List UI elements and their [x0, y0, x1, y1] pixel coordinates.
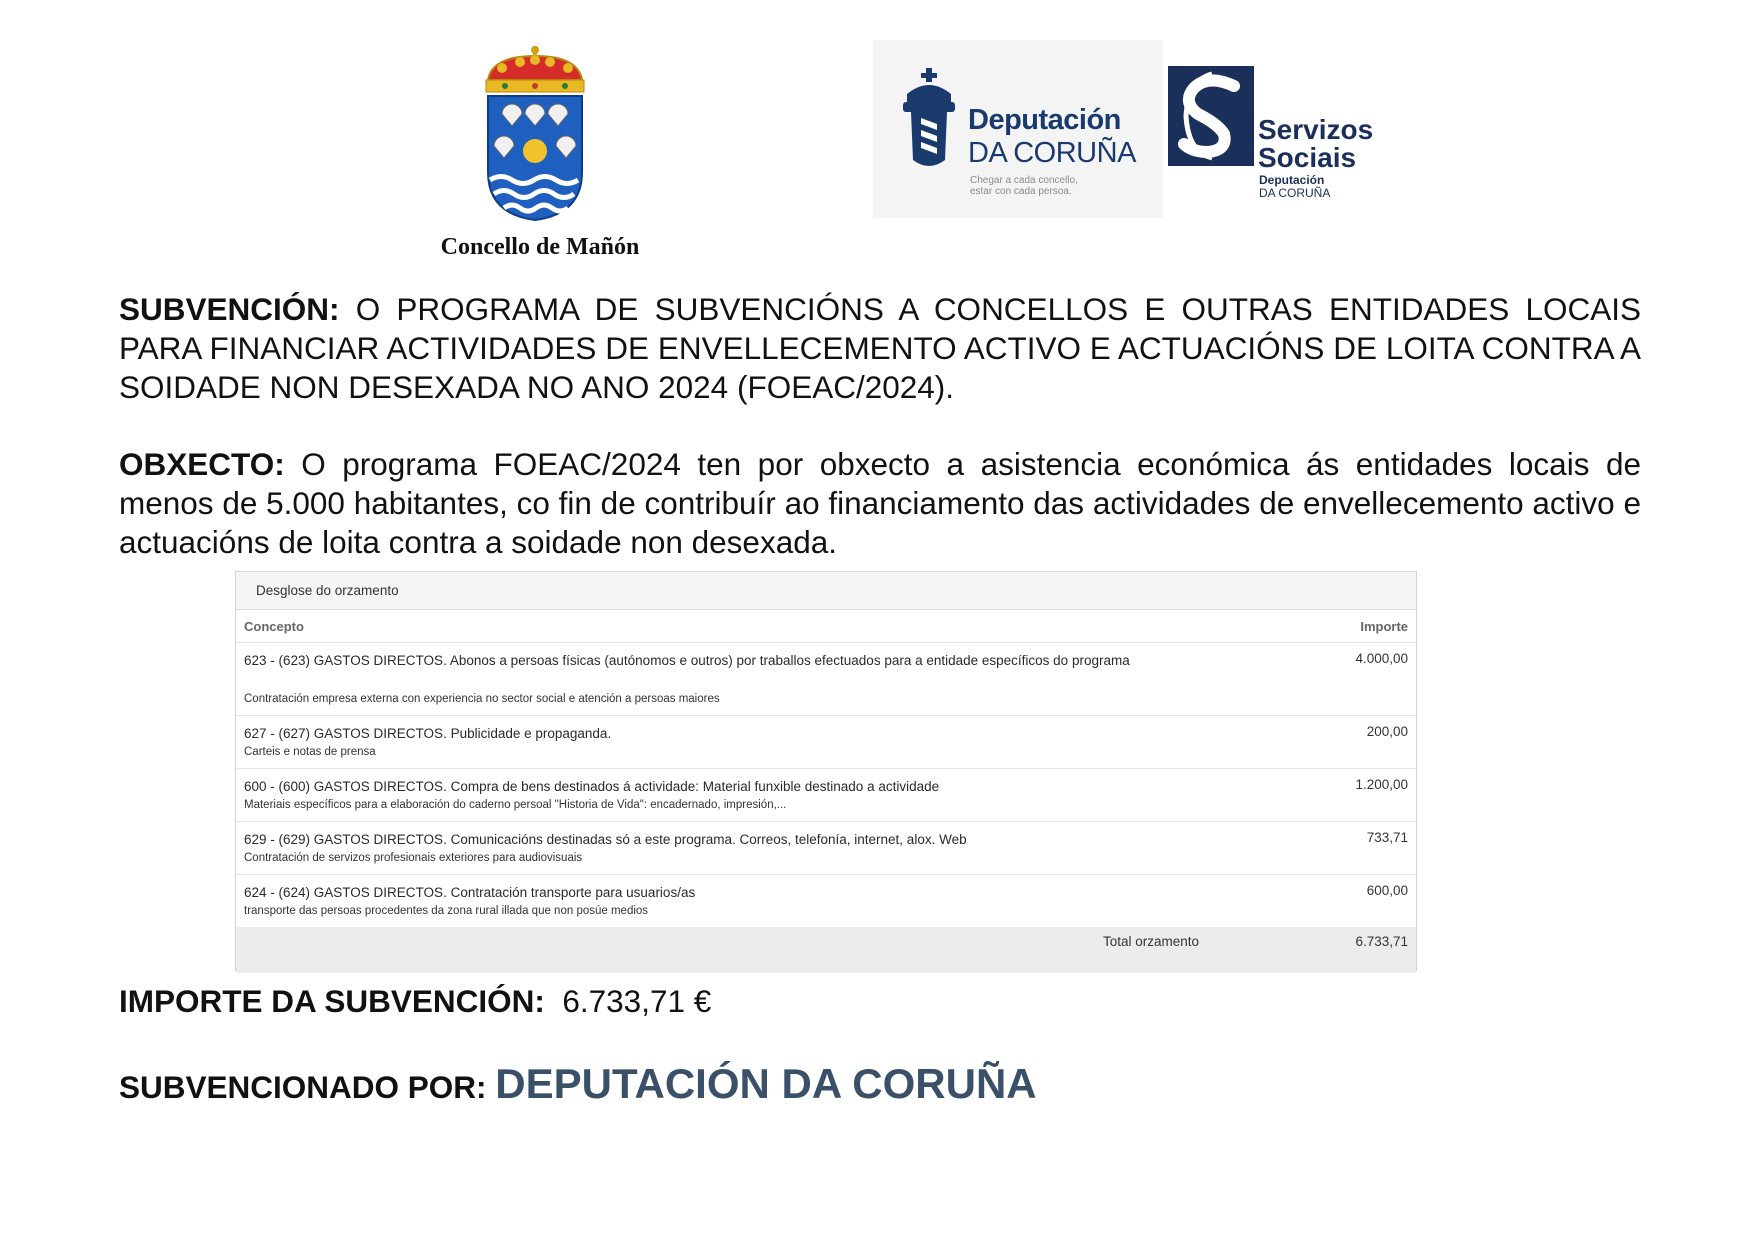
budget-row-amount: 600,00	[1366, 883, 1408, 898]
municipality-name: Concello de Mañón	[440, 234, 640, 260]
importe-value: 6.733,71 €	[562, 983, 712, 1019]
budget-row-detail: transporte das persoas procedentes da zona rural illada que non posúe medios	[244, 905, 649, 917]
budget-row	[236, 716, 1416, 769]
servizos-sociais-logo-icon	[1168, 66, 1254, 166]
budget-row-detail: Carteis e notas de prensa	[244, 746, 376, 758]
subvencion-text: O PROGRAMA DE SUBVENCIÓNS A CONCELLOS E OUTRAS ENTIDADES LOCAIS PARA FINANCIAR ACTIVIDADES DE ENVELLECEMENTO ACTIVO E ACTUACIÓNS DE LOITA CONTRA A SOIDADE NON DESEXADA NO ANO 2024 (FOEAC/2024).	[119, 291, 1641, 405]
budget-row-detail: Contratación empresa externa con experiencia no sector social e atención a persoas maiores	[244, 693, 720, 705]
budget-row	[236, 643, 1416, 716]
column-header-concept: Concepto	[244, 619, 304, 634]
deputacion-title: Deputación	[968, 104, 1121, 136]
budget-row-detail: Materiais específicos para a elaboración do caderno persoal "Historia de Vida": encadernado, impresión,...	[244, 799, 787, 811]
deputacion-subtitle: DA CORUÑA	[968, 137, 1136, 169]
budget-row-concept: 629 - (629) GASTOS DIRECTOS. Comunicacións destinadas só a este programa. Correos, telefonía, internet, alox. Web	[244, 832, 967, 847]
subvencionado-line	[119, 1060, 1037, 1108]
servizos-sociais-title	[1258, 116, 1373, 172]
budget-total-row	[236, 927, 1416, 973]
obxecto-label: OBXECTO:	[119, 446, 285, 482]
deputacion-tagline-1: Chegar a cada concello,	[970, 175, 1078, 186]
servizos-dep-line-2: DA CORUÑA	[1259, 186, 1331, 200]
budget-total-value: 6.733,71	[1355, 934, 1408, 949]
budget-row	[236, 769, 1416, 822]
budget-row-amount: 200,00	[1366, 724, 1408, 739]
servizos-line-2: Sociais	[1258, 142, 1357, 173]
subvencionado-org: DEPUTACIÓN DA CORUÑA	[495, 1060, 1037, 1107]
budget-row-detail: Contratación de servizos profesionais exteriores para audiovisuais	[244, 852, 583, 864]
budget-title: Desglose do orzamento	[236, 572, 1416, 610]
budget-row-amount: 4.000,00	[1355, 651, 1408, 666]
subvencionado-label: SUBVENCIONADO POR:	[119, 1069, 487, 1105]
budget-total-label: Total orzamento	[1103, 934, 1200, 949]
column-header-amount: Importe	[1360, 619, 1408, 634]
obxecto-paragraph	[119, 445, 1641, 562]
subvencion-label: SUBVENCIÓN:	[119, 291, 340, 327]
budget-row-amount: 1.200,00	[1355, 777, 1408, 792]
budget-row	[236, 822, 1416, 875]
budget-breakdown-panel	[235, 571, 1417, 971]
budget-row-concept: 627 - (627) GASTOS DIRECTOS. Publicidade e propaganda.	[244, 726, 612, 741]
deputacion-tagline-2: estar con cada persoa.	[970, 186, 1072, 197]
coat-of-arms-icon	[480, 42, 590, 224]
obxecto-text: O programa FOEAC/2024 ten por obxecto a asistencia económica ás entidades locais de menos de 5.000 habitantes, co fin de contribuír ao financiamento das actividades de envellecemento activo e actuacións de loita contra a soidade non desexada.	[119, 446, 1641, 560]
importe-label: IMPORTE DA SUBVENCIÓN:	[119, 983, 545, 1019]
servizos-dep-line-1: Deputación	[1259, 173, 1325, 187]
subvencion-paragraph	[119, 290, 1641, 407]
lighthouse-icon	[899, 68, 959, 172]
budget-column-headers	[236, 610, 1416, 643]
budget-row-concept: 624 - (624) GASTOS DIRECTOS. Contratación transporte para usuarios/as	[244, 885, 696, 900]
budget-row	[236, 875, 1416, 927]
servizos-line-1: Servizos	[1258, 114, 1374, 145]
budget-row-concept: 623 - (623) GASTOS DIRECTOS. Abonos a persoas físicas (autónomos e outros) por traballos efectuados para a entidade específicos do programa	[244, 653, 1130, 668]
importe-line	[119, 983, 711, 1020]
budget-row-amount: 733,71	[1366, 830, 1408, 845]
budget-row-concept: 600 - (600) GASTOS DIRECTOS. Compra de bens destinados á actividade: Material funxible destinado a actividade	[244, 779, 940, 794]
